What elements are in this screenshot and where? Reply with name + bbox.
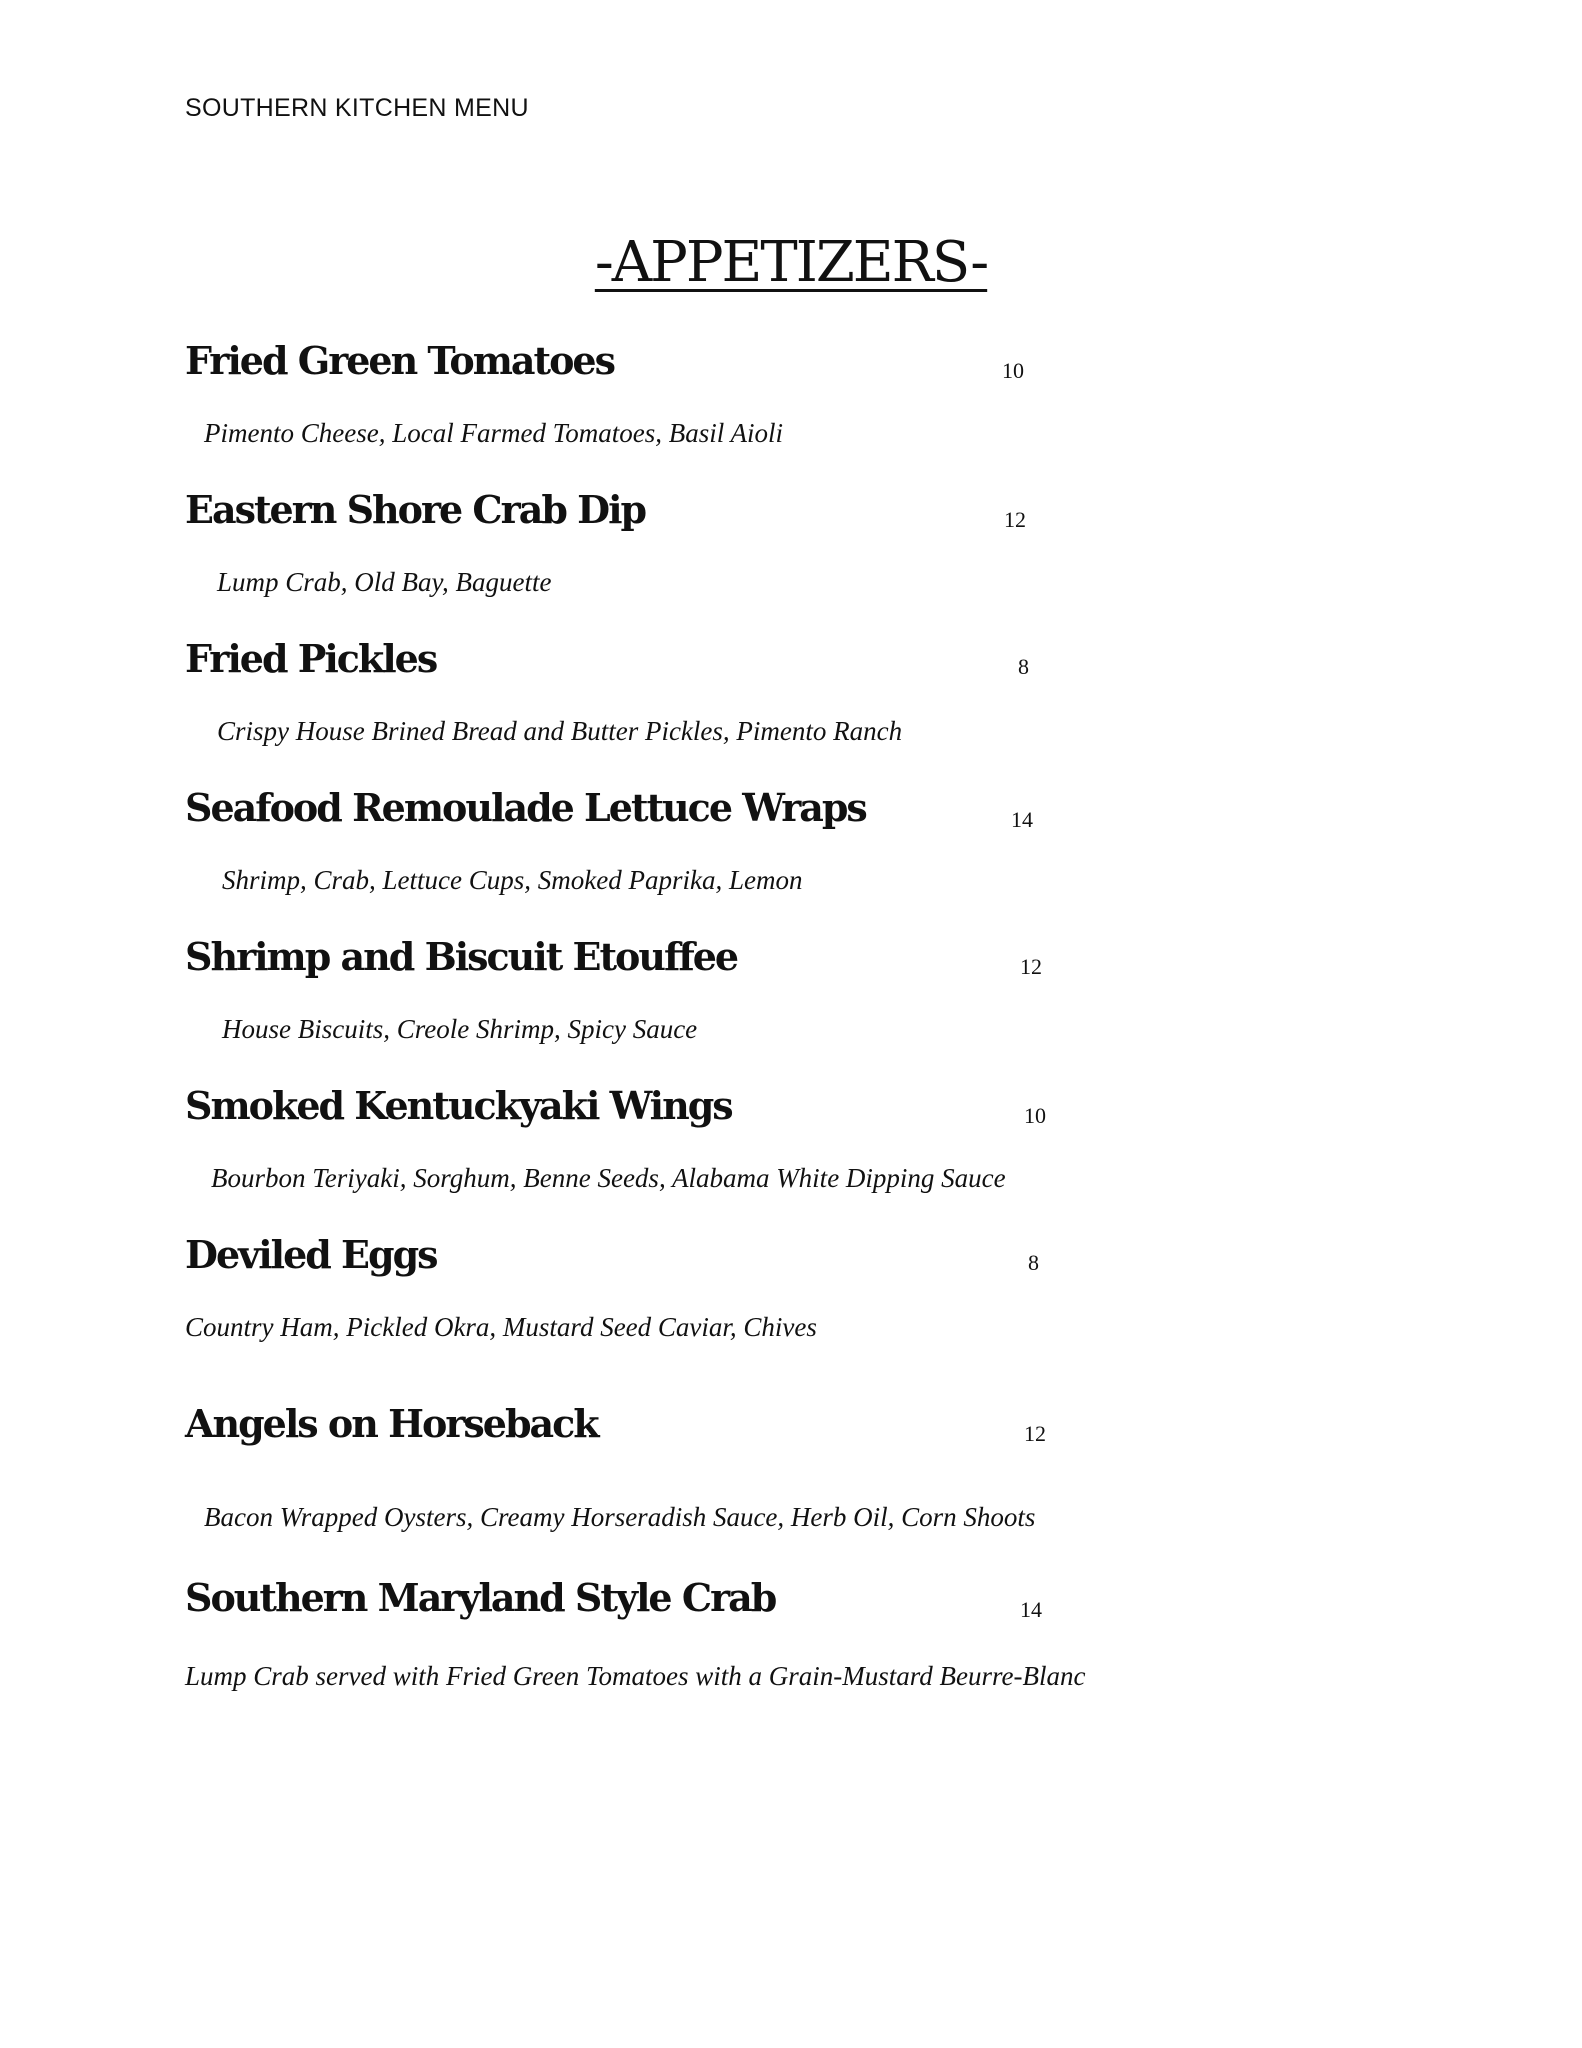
menu-item-description: House Biscuits, Creole Shrimp, Spicy Sauce	[222, 1014, 698, 1044]
menu-item-name: Southern Maryland Style Crab	[185, 1575, 776, 1620]
menu-item-name: Shrimp and Biscuit Etouffee	[185, 934, 738, 979]
menu-item-price: 12	[1024, 1421, 1046, 1446]
menu-item-description: Bourbon Teriyaki, Sorghum, Benne Seeds, Alabama White Dipping Sauce	[211, 1163, 1006, 1193]
menu-item-name: Fried Pickles	[185, 636, 437, 681]
menu-item-description: Pimento Cheese, Local Farmed Tomatoes, Basil Aioli	[204, 418, 783, 448]
menu-item-price: 8	[1018, 654, 1029, 679]
section-title	[0, 230, 1582, 295]
menu-item-price: 10	[1002, 358, 1024, 383]
menu-item-name: Angels on Horseback	[185, 1401, 598, 1446]
menu-item-name: Seafood Remoulade Lettuce Wraps	[185, 785, 866, 830]
menu-item-price: 14	[1011, 807, 1033, 832]
menu-item-description: Shrimp, Crab, Lettuce Cups, Smoked Paprika, Lemon	[222, 865, 803, 895]
menu-item-description: Lump Crab served with Fried Green Tomatoes with a Grain-Mustard Beurre-Blanc	[185, 1661, 1086, 1691]
menu-item-price: 10	[1024, 1103, 1046, 1128]
menu-item-name: Deviled Eggs	[185, 1232, 437, 1277]
menu-item-description: Country Ham, Pickled Okra, Mustard Seed Caviar, Chives	[185, 1312, 817, 1342]
section-title-text: -APPETIZERS-	[594, 230, 988, 295]
menu-item-name: Smoked Kentuckyaki Wings	[185, 1083, 732, 1128]
menu-item-name: Eastern Shore Crab Dip	[185, 487, 646, 532]
menu-item-description: Crispy House Brined Bread and Butter Pickles, Pimento Ranch	[217, 716, 903, 746]
menu-item-name: Fried Green Tomatoes	[185, 338, 614, 383]
menu-item-price: 12	[1004, 507, 1026, 532]
menu-item-description: Bacon Wrapped Oysters, Creamy Horseradish Sauce, Herb Oil, Corn Shoots	[204, 1502, 1036, 1532]
menu-item-price: 14	[1020, 1597, 1042, 1622]
menu-item-price: 12	[1020, 954, 1042, 979]
menu-item-price: 8	[1028, 1250, 1039, 1275]
page-header: SOUTHERN KITCHEN MENU	[185, 94, 529, 122]
menu-item-description: Lump Crab, Old Bay, Baguette	[217, 567, 552, 597]
